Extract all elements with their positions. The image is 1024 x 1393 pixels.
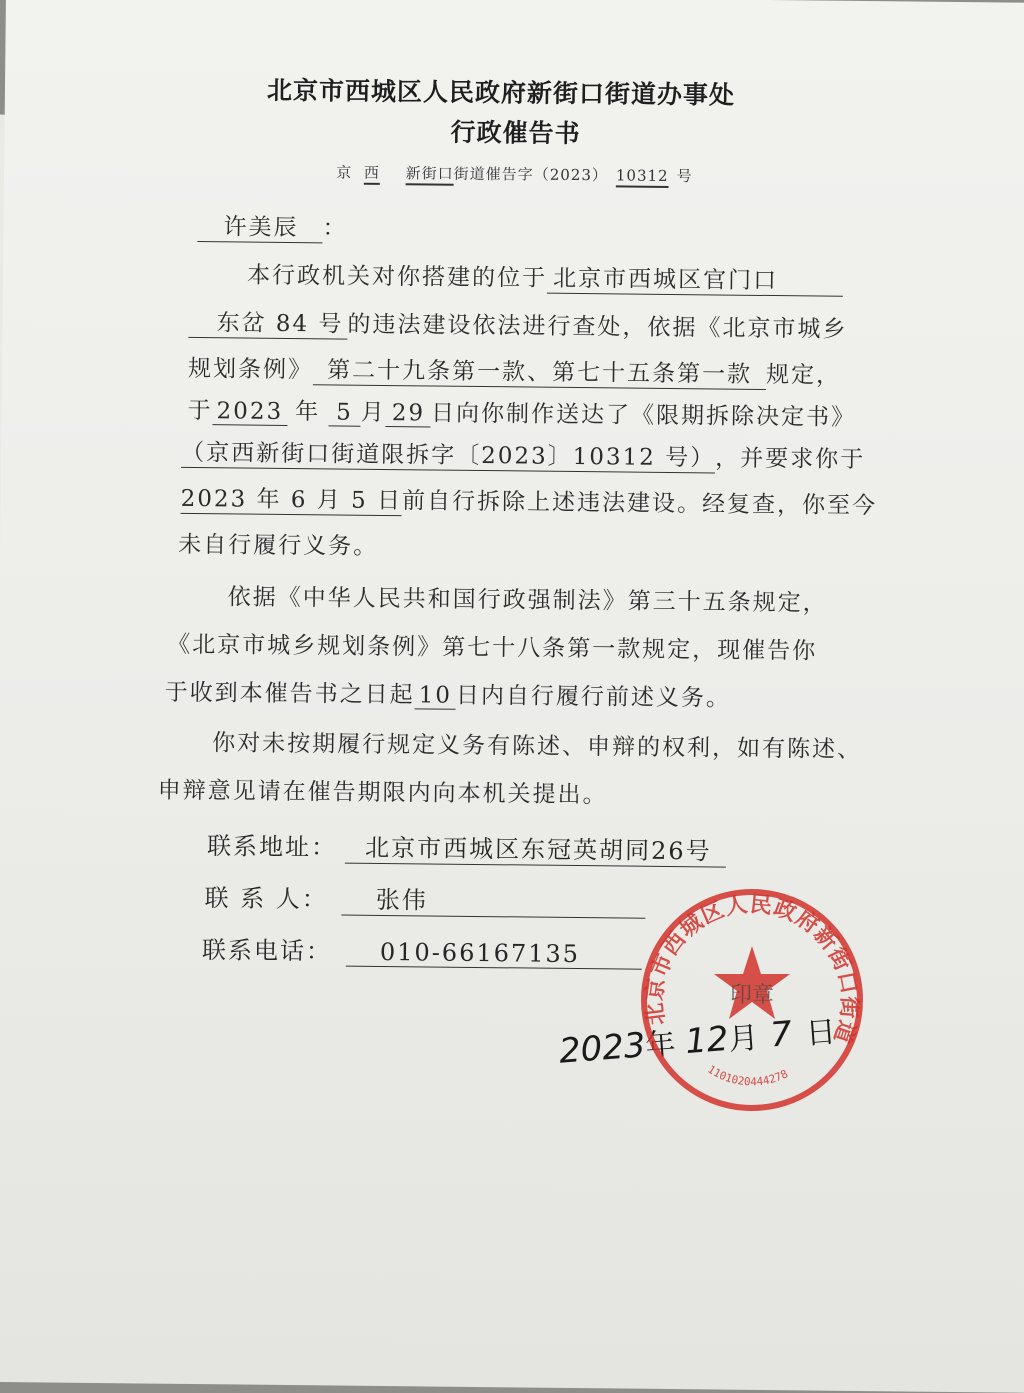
document-number: 京 西 新街口街道催告字（2023） 10312 号 [336,163,693,186]
recipient-line: 许美辰 ： [197,208,347,244]
issuer-title: 北京市西城区人民政府新街口街道办事处 [266,75,736,110]
para1-line3: 规划条例》 第二十九条第一款、第七十五条第一款 规定， [188,350,841,391]
para2-line2: 《北京市城乡规划条例》第七十八条第一款规定，现催告你 [167,631,818,665]
document-title: 行政催告书 [450,117,581,149]
seal-center-text: 印章 [729,983,775,1008]
para2-line3: 于收到本催告书之日起 10 日内自行履行前述义务。 [164,679,732,712]
para3-line1: 你对未按期履行规定义务有陈述、申辩的权利，如有陈述、 [212,730,863,764]
para1-line4: 于 2023 年 5 月 29 日向你制作送达了《限期拆除决定书》 [187,397,857,431]
seal-ring-text: 北京市西城区人民政府新街口街道 [642,892,862,1047]
para1-line5: （京西新街口街道限拆字〔2023〕10312 号），并要求你于 [181,434,865,475]
para1-line6: 2023 年 6 月 5 日前自行拆除上述违法建设。经复查，你至今 [181,480,878,521]
contact-address: 联系地址： 北京市西城区东冠英胡同26号 [207,826,726,867]
para2-line1: 依据《中华人民共和国行政强制法》第三十五条规定， [227,584,828,617]
para3-line2: 申辩意见请在催告期限内向本机关提出。 [157,777,608,809]
seal-graphic [636,884,868,1116]
contact-phone: 联系电话： 010-66167135 [202,930,642,970]
para1-line1: 本行政机关对你搭建的位于 北京市西城区官门口 [247,257,843,297]
signature-date: 2023年 12月 7 日 [557,1013,838,1072]
recipient-name: 许美辰 [197,208,322,243]
contact-person: 联 系 人： 张伟 [204,878,646,919]
para1-line2: 东岔 84 号 的违法建设依法进行查处，依据《北京市城乡 [188,304,847,345]
seal-code: 1101020444278 [705,1062,791,1089]
official-seal [636,884,868,1116]
para1-line7: 未自行履行义务。 [178,531,379,560]
